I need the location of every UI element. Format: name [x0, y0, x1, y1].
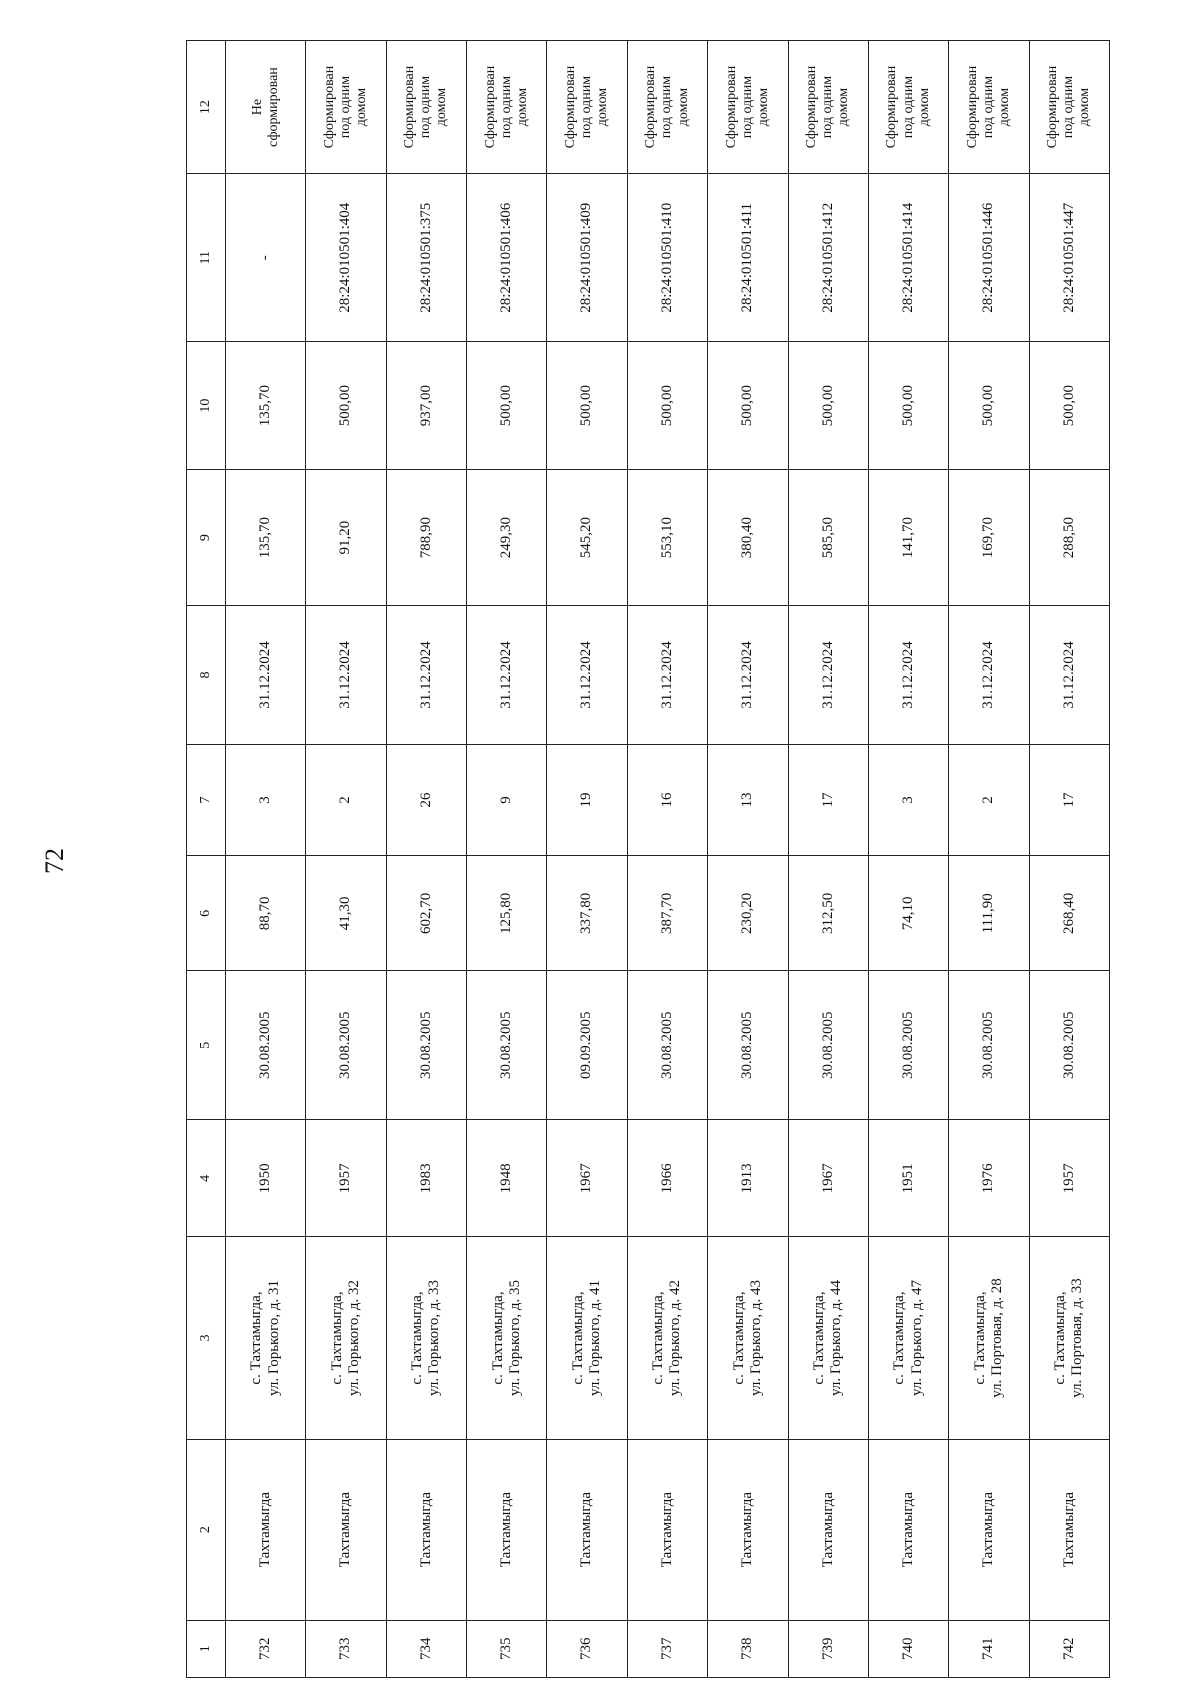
status-line: домом [836, 87, 852, 127]
address-line-2: ул. Портовая, д. 33 [1069, 1278, 1086, 1398]
land-area-cell: 500,00 [627, 342, 707, 470]
status-line: Сформирован [321, 65, 337, 149]
date-cell: 30.08.2005 [868, 971, 948, 1120]
residents-cell: 3 [868, 744, 948, 856]
column-header-7: 7 [187, 744, 226, 856]
residents-cell: 13 [708, 744, 788, 856]
status-line: под одним [498, 75, 514, 139]
row-number-cell: 732 [226, 1620, 306, 1677]
residents-cell: 17 [1029, 744, 1109, 856]
address-line-1: с. Тахтамыгда, [730, 1291, 747, 1385]
table-row [386, 41, 466, 1678]
status-line: домом [1077, 87, 1093, 127]
plan-date-cell: 31.12.2024 [949, 606, 1029, 744]
status-line: Сформирован [884, 65, 900, 149]
year-cell: 1966 [627, 1120, 707, 1237]
living-area-cell: 288,50 [1029, 470, 1109, 606]
column-header-12: 12 [187, 41, 226, 174]
status-line: домом [916, 87, 932, 127]
column-header-8: 8 [187, 606, 226, 744]
year-cell: 1976 [949, 1120, 1029, 1237]
status-line: Сформирован [723, 65, 739, 149]
address-line-1: с. Тахтамыгда, [248, 1291, 265, 1385]
status-line: Сформирован [482, 65, 498, 149]
table-body [226, 41, 1110, 1678]
status-cell [547, 41, 627, 174]
residents-cell: 16 [627, 744, 707, 856]
plan-date-cell: 31.12.2024 [386, 606, 466, 744]
cadastral-number-cell: 28:24:010501:411 [708, 174, 788, 342]
status-cell [788, 41, 868, 174]
living-area-cell: 91,20 [306, 470, 386, 606]
address-cell [627, 1237, 707, 1439]
land-area-cell: 135,70 [226, 342, 306, 470]
date-cell: 30.08.2005 [306, 971, 386, 1120]
area-cell: 312,50 [788, 856, 868, 971]
column-header-1: 1 [187, 1620, 226, 1677]
status-line: под одним [337, 75, 353, 139]
table-row [868, 41, 948, 1678]
date-cell: 30.08.2005 [1029, 971, 1109, 1120]
settlement-cell: Тахтамыгда [627, 1439, 707, 1620]
column-header-4: 4 [187, 1120, 226, 1237]
plan-date-cell: 31.12.2024 [226, 606, 306, 744]
date-cell: 30.08.2005 [788, 971, 868, 1120]
status-cell [226, 41, 306, 174]
column-header-10: 10 [187, 342, 226, 470]
row-number-cell: 737 [627, 1620, 707, 1677]
living-area-cell: 141,70 [868, 470, 948, 606]
address-line-1: с. Тахтамыгда, [650, 1291, 667, 1385]
table-row [306, 41, 386, 1678]
area-cell: 74,10 [868, 856, 948, 971]
living-area-cell: 788,90 [386, 470, 466, 606]
status-line: под одним [659, 75, 675, 139]
cadastral-number-cell: 28:24:010501:447 [1029, 174, 1109, 342]
settlement-cell: Тахтамыгда [708, 1439, 788, 1620]
table-container [186, 40, 1110, 1678]
plan-date-cell: 31.12.2024 [306, 606, 386, 744]
status-line: под одним [1061, 75, 1077, 139]
address-cell [306, 1237, 386, 1439]
column-header-11: 11 [187, 174, 226, 342]
status-line: Сформирован [1045, 65, 1061, 149]
residents-cell: 19 [547, 744, 627, 856]
settlement-cell: Тахтамыгда [386, 1439, 466, 1620]
address-line-2: ул. Горького, д. 47 [908, 1280, 925, 1396]
cadastral-number-cell: 28:24:010501:404 [306, 174, 386, 342]
living-area-cell: 135,70 [226, 470, 306, 606]
page-number: 72 [40, 848, 69, 874]
status-line: сформирован [265, 67, 281, 147]
table-row [226, 41, 306, 1678]
land-area-cell: 500,00 [467, 342, 547, 470]
records-table [186, 40, 1110, 1678]
living-area-cell: 249,30 [467, 470, 547, 606]
address-cell [1029, 1237, 1109, 1439]
residents-cell: 26 [386, 744, 466, 856]
cadastral-number-cell: 28:24:010501:410 [627, 174, 707, 342]
status-line: домом [755, 87, 771, 127]
row-number-cell: 742 [1029, 1620, 1109, 1677]
table-row [547, 41, 627, 1678]
row-number-cell: 740 [868, 1620, 948, 1677]
status-cell [1029, 41, 1109, 174]
status-line: Сформирован [964, 65, 980, 149]
column-header-9: 9 [187, 470, 226, 606]
status-line: домом [996, 87, 1012, 127]
status-line: под одним [980, 75, 996, 139]
table-row [949, 41, 1029, 1678]
address-line-2: ул. Горького, д. 33 [426, 1280, 443, 1396]
settlement-cell: Тахтамыгда [306, 1439, 386, 1620]
year-cell: 1913 [708, 1120, 788, 1237]
address-line-2: ул. Горького, д. 31 [265, 1280, 282, 1396]
status-cell [306, 41, 386, 174]
settlement-cell: Тахтамыгда [226, 1439, 306, 1620]
row-number-cell: 735 [467, 1620, 547, 1677]
row-number-cell: 738 [708, 1620, 788, 1677]
status-line: Сформирован [562, 65, 578, 149]
row-number-cell: 734 [386, 1620, 466, 1677]
land-area-cell: 500,00 [306, 342, 386, 470]
address-line-1: с. Тахтамыгда, [1052, 1291, 1069, 1385]
area-cell: 602,70 [386, 856, 466, 971]
status-line: под одним [739, 75, 755, 139]
cadastral-number-cell: 28:24:010501:375 [386, 174, 466, 342]
area-cell: 230,20 [708, 856, 788, 971]
land-area-cell: 500,00 [1029, 342, 1109, 470]
year-cell: 1983 [386, 1120, 466, 1237]
address-cell [949, 1237, 1029, 1439]
address-line-1: с. Тахтамыгда, [409, 1291, 426, 1385]
land-area-cell: 500,00 [868, 342, 948, 470]
address-cell [386, 1237, 466, 1439]
address-line-1: с. Тахтамыгда, [328, 1291, 345, 1385]
year-cell: 1950 [226, 1120, 306, 1237]
settlement-cell: Тахтамыгда [467, 1439, 547, 1620]
land-area-cell: 500,00 [949, 342, 1029, 470]
living-area-cell: 553,10 [627, 470, 707, 606]
plan-date-cell: 31.12.2024 [627, 606, 707, 744]
status-line: Не [249, 98, 265, 116]
living-area-cell: 545,20 [547, 470, 627, 606]
address-line-1: с. Тахтамыгда, [569, 1291, 586, 1385]
status-line: под одним [418, 75, 434, 139]
status-line: домом [514, 87, 530, 127]
row-number-cell: 741 [949, 1620, 1029, 1677]
status-line: Сформирован [402, 65, 418, 149]
land-area-cell: 500,00 [788, 342, 868, 470]
settlement-cell: Тахтамыгда [788, 1439, 868, 1620]
address-line-2: ул. Горького, д. 42 [667, 1280, 684, 1396]
area-cell: 337,80 [547, 856, 627, 971]
cadastral-number-cell: 28:24:010501:412 [788, 174, 868, 342]
residents-cell: 3 [226, 744, 306, 856]
address-line-2: ул. Горького, д. 35 [506, 1280, 523, 1396]
status-line: домом [595, 87, 611, 127]
area-cell: 41,30 [306, 856, 386, 971]
address-line-2: ул. Горького, д. 32 [346, 1280, 363, 1396]
address-line-1: с. Тахтамыгда, [810, 1291, 827, 1385]
living-area-cell: 585,50 [788, 470, 868, 606]
plan-date-cell: 31.12.2024 [1029, 606, 1109, 744]
address-cell [788, 1237, 868, 1439]
address-cell [708, 1237, 788, 1439]
column-header-2: 2 [187, 1439, 226, 1620]
date-cell: 30.08.2005 [627, 971, 707, 1120]
year-cell: 1948 [467, 1120, 547, 1237]
address-line-2: ул. Портовая, д. 28 [988, 1278, 1005, 1398]
column-header-6: 6 [187, 856, 226, 971]
address-line-1: с. Тахтамыгда, [971, 1291, 988, 1385]
year-cell: 1951 [868, 1120, 948, 1237]
land-area-cell: 937,00 [386, 342, 466, 470]
address-cell [868, 1237, 948, 1439]
status-line: Сформирован [804, 65, 820, 149]
area-cell: 88,70 [226, 856, 306, 971]
year-cell: 1957 [1029, 1120, 1109, 1237]
land-area-cell: 500,00 [708, 342, 788, 470]
status-line: под одним [900, 75, 916, 139]
plan-date-cell: 31.12.2024 [788, 606, 868, 744]
cadastral-number-cell: - [226, 174, 306, 342]
plan-date-cell: 31.12.2024 [708, 606, 788, 744]
row-number-cell: 736 [547, 1620, 627, 1677]
living-area-cell: 169,70 [949, 470, 1029, 606]
address-line-1: с. Тахтамыгда, [891, 1291, 908, 1385]
land-area-cell: 500,00 [547, 342, 627, 470]
area-cell: 111,90 [949, 856, 1029, 971]
status-line: под одним [820, 75, 836, 139]
residents-cell: 17 [788, 744, 868, 856]
address-cell [226, 1237, 306, 1439]
year-cell: 1967 [788, 1120, 868, 1237]
column-header-5: 5 [187, 971, 226, 1120]
status-cell [949, 41, 1029, 174]
status-line: домом [434, 87, 450, 127]
settlement-cell: Тахтамыгда [547, 1439, 627, 1620]
year-cell: 1967 [547, 1120, 627, 1237]
plan-date-cell: 31.12.2024 [467, 606, 547, 744]
residents-cell: 2 [949, 744, 1029, 856]
address-cell [467, 1237, 547, 1439]
row-number-cell: 739 [788, 1620, 868, 1677]
address-line-1: с. Тахтамыгда, [489, 1291, 506, 1385]
plan-date-cell: 31.12.2024 [547, 606, 627, 744]
area-cell: 125,80 [467, 856, 547, 971]
date-cell: 30.08.2005 [467, 971, 547, 1120]
table-row [467, 41, 547, 1678]
living-area-cell: 380,40 [708, 470, 788, 606]
column-header-3: 3 [187, 1237, 226, 1439]
status-cell [708, 41, 788, 174]
cadastral-number-cell: 28:24:010501:406 [467, 174, 547, 342]
status-cell [868, 41, 948, 174]
year-cell: 1957 [306, 1120, 386, 1237]
address-cell [547, 1237, 627, 1439]
table-row [708, 41, 788, 1678]
plan-date-cell: 31.12.2024 [868, 606, 948, 744]
header-row [187, 41, 226, 1678]
row-number-cell: 733 [306, 1620, 386, 1677]
date-cell: 30.08.2005 [708, 971, 788, 1120]
date-cell: 30.08.2005 [386, 971, 466, 1120]
cadastral-number-cell: 28:24:010501:414 [868, 174, 948, 342]
settlement-cell: Тахтамыгда [1029, 1439, 1109, 1620]
date-cell: 09.09.2005 [547, 971, 627, 1120]
status-line: под одним [579, 75, 595, 139]
date-cell: 30.08.2005 [949, 971, 1029, 1120]
cadastral-number-cell: 28:24:010501:409 [547, 174, 627, 342]
status-cell [467, 41, 547, 174]
address-line-2: ул. Горького, д. 41 [587, 1280, 604, 1396]
status-cell [386, 41, 466, 174]
date-cell: 30.08.2005 [226, 971, 306, 1120]
settlement-cell: Тахтамыгда [949, 1439, 1029, 1620]
table-row [788, 41, 868, 1678]
area-cell: 268,40 [1029, 856, 1109, 971]
status-line: домом [675, 87, 691, 127]
residents-cell: 2 [306, 744, 386, 856]
address-line-2: ул. Горького, д. 44 [828, 1280, 845, 1396]
status-cell [627, 41, 707, 174]
settlement-cell: Тахтамыгда [868, 1439, 948, 1620]
area-cell: 387,70 [627, 856, 707, 971]
status-line: домом [354, 87, 370, 127]
address-line-2: ул. Горького, д. 43 [747, 1280, 764, 1396]
cadastral-number-cell: 28:24:010501:446 [949, 174, 1029, 342]
table-row [1029, 41, 1109, 1678]
table-row [627, 41, 707, 1678]
residents-cell: 9 [467, 744, 547, 856]
status-line: Сформирован [643, 65, 659, 149]
